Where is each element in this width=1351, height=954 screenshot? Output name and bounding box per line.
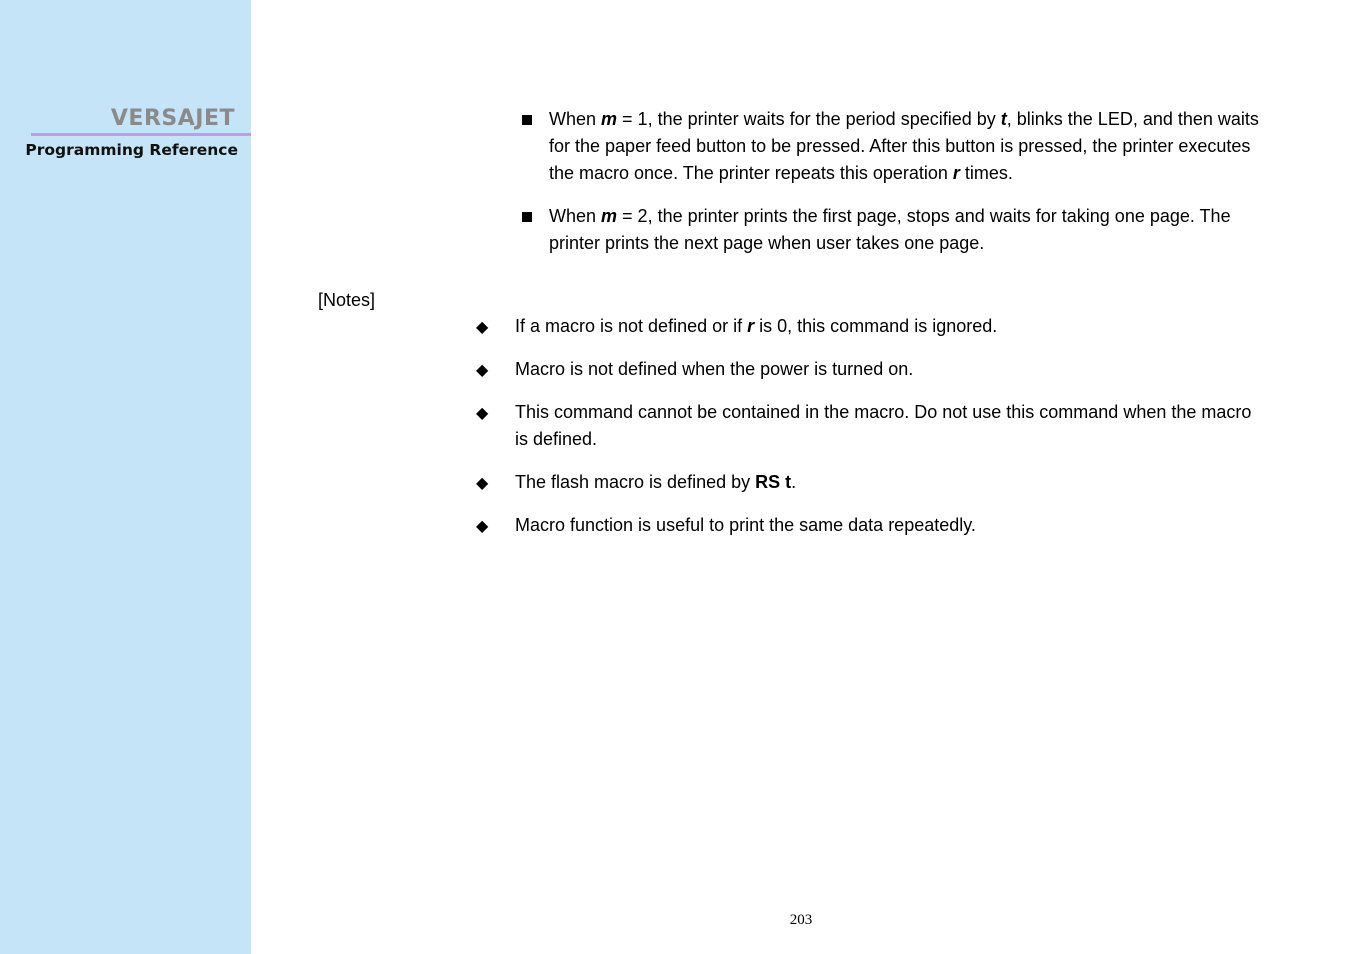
text: Macro function is useful to print the same data repeatedly. bbox=[515, 515, 976, 535]
brand-divider bbox=[31, 133, 251, 136]
square-bullet-icon bbox=[522, 212, 532, 222]
text: is 0, this command is ignored. bbox=[754, 316, 998, 336]
list-item bbox=[476, 399, 1266, 453]
param-r: r bbox=[952, 163, 960, 183]
square-bullet-icon bbox=[522, 115, 532, 125]
list-item bbox=[519, 203, 1259, 257]
brand-logo-text: VERSAJET bbox=[110, 106, 235, 131]
text: . bbox=[791, 472, 797, 492]
page-number: 203 bbox=[789, 912, 813, 928]
list-item bbox=[476, 512, 1266, 539]
text: , blinks the LED, and then waits for the paper feed button to be pressed. After this button is pressed, the printer executes the macro once. The printer repeats this operation bbox=[549, 109, 1259, 183]
param-m: m bbox=[601, 206, 618, 226]
text: The flash macro is defined by bbox=[515, 472, 756, 492]
diamond-bullet-icon: ◆ bbox=[476, 317, 489, 336]
diamond-bullet-icon: ◆ bbox=[476, 403, 489, 422]
list-item bbox=[476, 313, 1266, 340]
notes-heading: [Notes] bbox=[318, 290, 376, 310]
list-item bbox=[519, 106, 1259, 187]
text: When bbox=[549, 109, 602, 129]
notes-list bbox=[476, 313, 1266, 555]
document-subtitle: Programming Reference bbox=[25, 141, 238, 159]
text: Macro is not defined when the power is turned on. bbox=[515, 359, 914, 379]
sidebar bbox=[0, 0, 251, 954]
page-content bbox=[251, 0, 1351, 954]
param-m: m bbox=[601, 109, 618, 129]
diamond-bullet-icon: ◆ bbox=[476, 516, 489, 535]
list-item bbox=[476, 356, 1266, 383]
param-r: r bbox=[747, 316, 755, 336]
text: When bbox=[549, 206, 602, 226]
param-t: t bbox=[1000, 109, 1007, 129]
diamond-bullet-icon: ◆ bbox=[476, 473, 489, 492]
text: times. bbox=[959, 163, 1013, 183]
text: = 2, the printer prints the first page, stops and waits for taking one page. The printer prints the next page when user takes one page. bbox=[549, 206, 1231, 253]
text: If a macro is not defined or if bbox=[515, 316, 748, 336]
mode-list bbox=[519, 106, 1259, 273]
list-item bbox=[476, 469, 1266, 496]
diamond-bullet-icon: ◆ bbox=[476, 360, 489, 379]
text: This command cannot be contained in the macro. Do not use this command when the macro is defined. bbox=[515, 402, 1252, 449]
text: = 1, the printer waits for the period specified by bbox=[617, 109, 1001, 129]
command-name: RS t bbox=[755, 472, 792, 492]
